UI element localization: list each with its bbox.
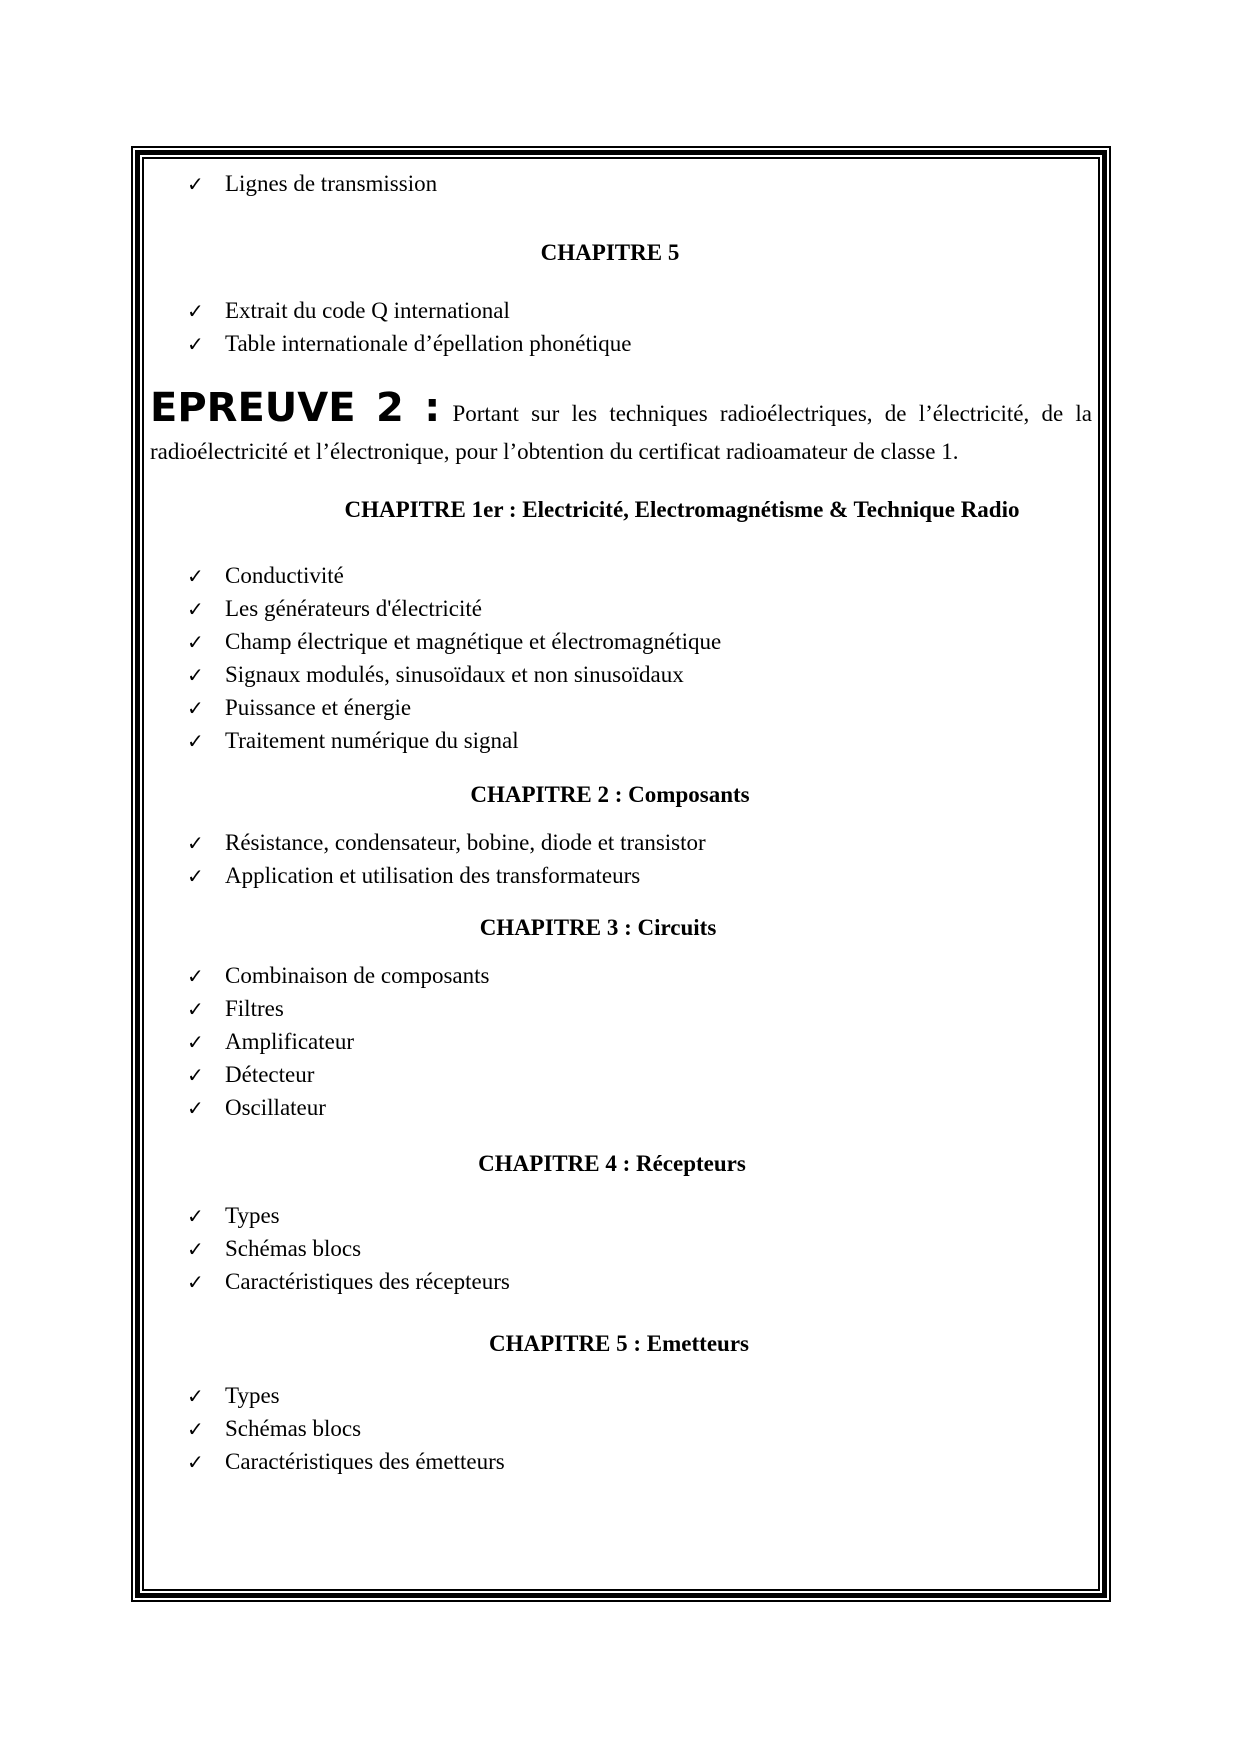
list-item: ✓ Types bbox=[187, 1381, 280, 1411]
checkmark-icon: ✓ bbox=[187, 729, 204, 753]
checkmark-icon: ✓ bbox=[187, 1096, 204, 1120]
checkmark-icon: ✓ bbox=[187, 1384, 204, 1408]
checkmark-icon: ✓ bbox=[187, 1270, 204, 1294]
checkmark-icon: ✓ bbox=[187, 299, 204, 323]
chapter-title: CHAPITRE 1er : Electricité, Electromagnétisme & Technique Radio bbox=[344, 497, 1020, 522]
list-item: ✓ Schémas blocs bbox=[187, 1414, 361, 1444]
list-item: ✓ Conductivité bbox=[187, 561, 344, 591]
checkmark-icon: ✓ bbox=[187, 332, 204, 356]
checkmark-icon: ✓ bbox=[187, 630, 204, 654]
chapter-title: CHAPITRE 5 bbox=[540, 240, 680, 265]
list-item: ✓ Caractéristiques des récepteurs bbox=[187, 1267, 510, 1297]
checkmark-icon: ✓ bbox=[187, 864, 204, 888]
checkmark-icon: ✓ bbox=[187, 1450, 204, 1474]
chapter-title: CHAPITRE 2 : Composants bbox=[470, 782, 750, 807]
epreuve-text-line2: radioélectricité et l’électronique, pour l’obtention du certificat radioamateur de classe 1. bbox=[150, 439, 959, 464]
list-item: ✓ Caractéristiques des émetteurs bbox=[187, 1447, 505, 1477]
checkmark-icon: ✓ bbox=[187, 1237, 204, 1261]
list-item: ✓ Types bbox=[187, 1201, 280, 1231]
list-item: ✓ Détecteur bbox=[187, 1060, 314, 1090]
chapter-title: CHAPITRE 3 : Circuits bbox=[479, 915, 717, 940]
list-item: ✓ Traitement numérique du signal bbox=[187, 726, 519, 756]
list-item: ✓ Application et utilisation des transformateurs bbox=[187, 861, 640, 891]
list-item: ✓ Oscillateur bbox=[187, 1093, 326, 1123]
checkmark-icon: ✓ bbox=[187, 1063, 204, 1087]
epreuve-text-line1: Portant sur les techniques radioélectriques, de l’électricité, de la bbox=[452, 401, 1093, 426]
list-item: ✓ Amplificateur bbox=[187, 1027, 354, 1057]
list-item: ✓ Les générateurs d'électricité bbox=[187, 594, 482, 624]
checkmark-icon: ✓ bbox=[187, 964, 204, 988]
list-item: ✓ Lignes de transmission bbox=[187, 169, 437, 199]
checkmark-icon: ✓ bbox=[187, 696, 204, 720]
list-item: ✓ Combinaison de composants bbox=[187, 961, 489, 991]
checkmark-icon: ✓ bbox=[187, 597, 204, 621]
list-item: ✓ Schémas blocs bbox=[187, 1234, 361, 1264]
epreuve-title: EPREUVE 2 : bbox=[150, 385, 441, 431]
checkmark-icon: ✓ bbox=[187, 831, 204, 855]
list-item: ✓ Puissance et énergie bbox=[187, 693, 411, 723]
checkmark-icon: ✓ bbox=[187, 564, 204, 588]
list-item: ✓ Champ électrique et magnétique et électromagnétique bbox=[187, 627, 721, 657]
list-item: ✓ Résistance, condensateur, bobine, diode et transistor bbox=[187, 828, 706, 858]
epreuve-paragraph bbox=[150, 385, 1093, 431]
list-item: ✓ Table internationale d’épellation phonétique bbox=[187, 329, 632, 359]
checkmark-icon: ✓ bbox=[187, 997, 204, 1021]
list-item: ✓ Filtres bbox=[187, 994, 284, 1024]
list-item: ✓ Signaux modulés, sinusoïdaux et non sinusoïdaux bbox=[187, 660, 684, 690]
checkmark-icon: ✓ bbox=[187, 172, 204, 196]
checkmark-icon: ✓ bbox=[187, 1417, 204, 1441]
list-item: ✓ Extrait du code Q international bbox=[187, 296, 510, 326]
checkmark-icon: ✓ bbox=[187, 1030, 204, 1054]
chapter-title: CHAPITRE 4 : Récepteurs bbox=[478, 1151, 746, 1176]
chapter-title: CHAPITRE 5 : Emetteurs bbox=[489, 1331, 749, 1356]
checkmark-icon: ✓ bbox=[187, 663, 204, 687]
checkmark-icon: ✓ bbox=[187, 1204, 204, 1228]
